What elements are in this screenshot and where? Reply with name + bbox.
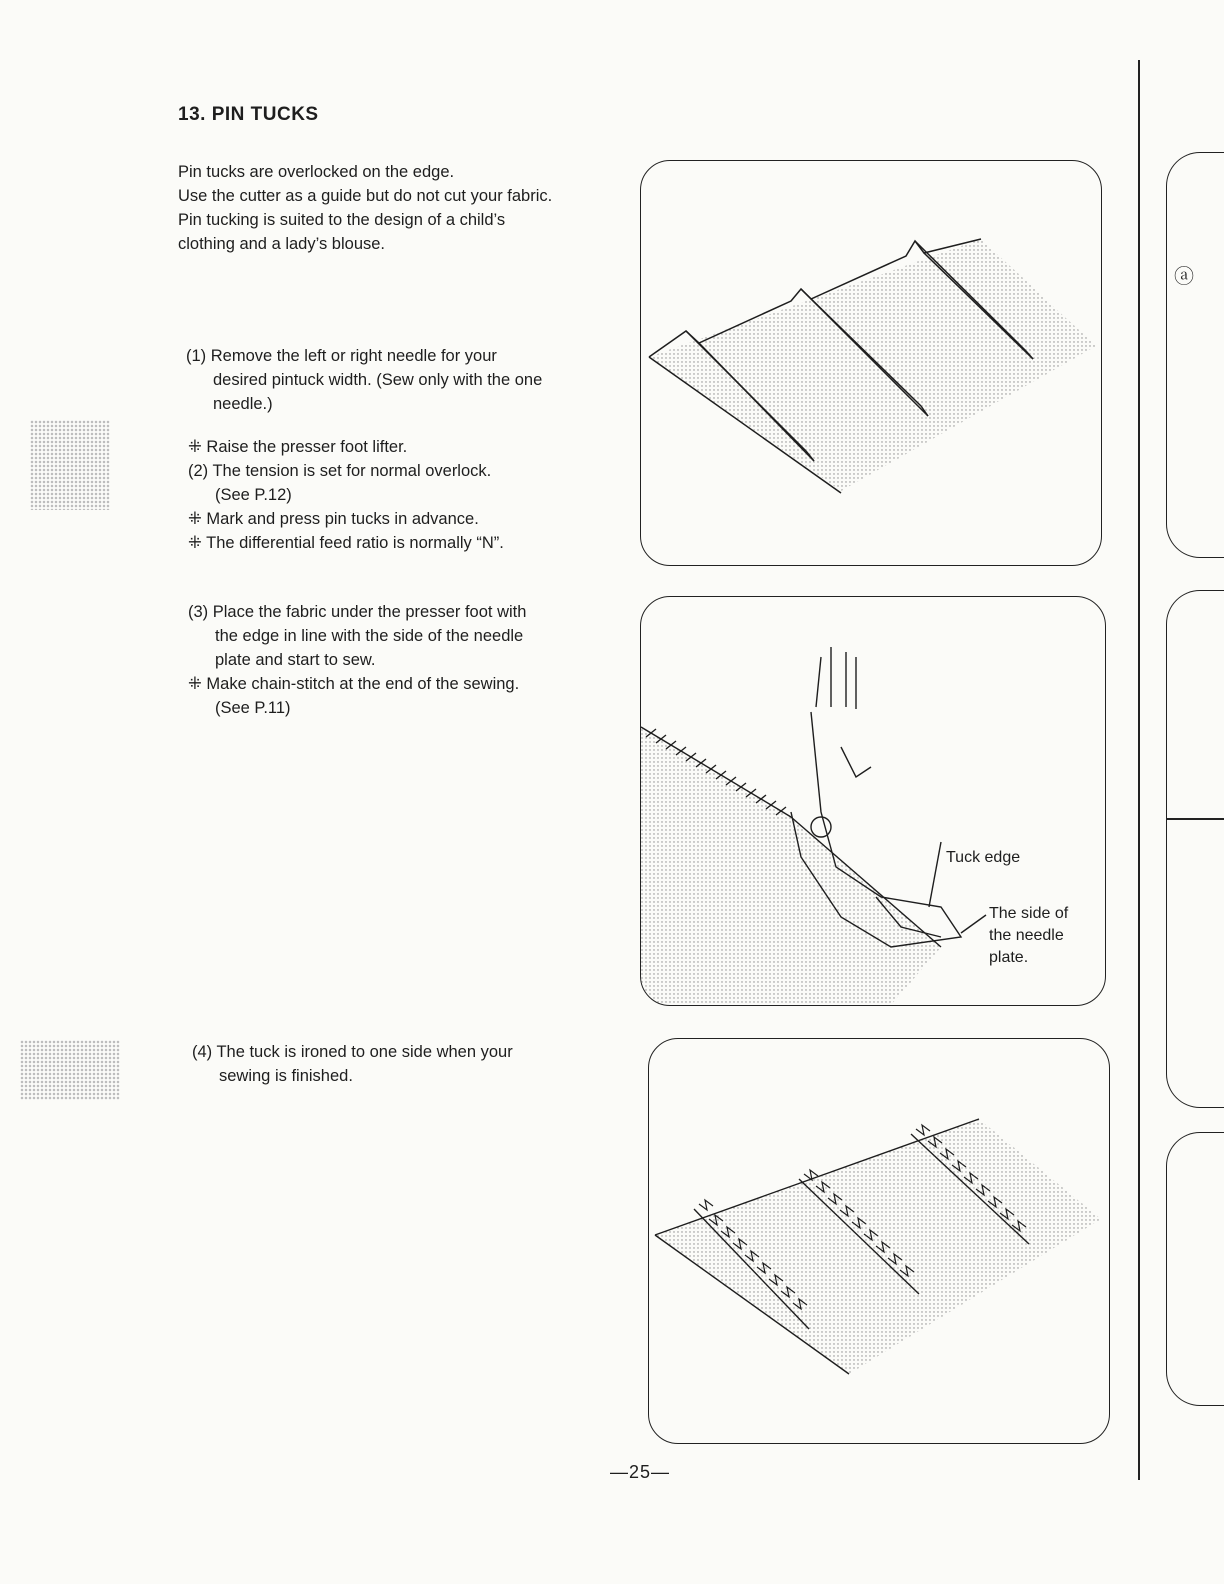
section-title: 13. PIN TUCKS xyxy=(178,104,319,125)
adjacent-page-box xyxy=(1166,1132,1224,1406)
step-line: needle.) xyxy=(213,395,273,413)
adjacent-page-box xyxy=(1166,152,1224,558)
step-line: desired pintuck width. (Sew only with the one xyxy=(213,371,543,389)
note-diff: ⁜ The differential feed ratio is normally “N”. xyxy=(188,534,504,552)
intro-line: Use the cutter as a guide but do not cut your fabric. xyxy=(178,187,553,205)
note-chain: (See P.11) xyxy=(215,699,291,717)
label-line: plate. xyxy=(989,949,1029,966)
step-line: the edge in line with the side of the needle xyxy=(215,627,524,645)
margin-marker: ⓐ xyxy=(1174,266,1194,288)
note-chain: ⁜ Make chain-stitch at the end of the sewing. xyxy=(188,675,520,693)
step-2-line: (See P.12) xyxy=(215,486,292,504)
step-2-line: (2) The tension is set for normal overlock. xyxy=(188,462,492,480)
figure-pleat-illustration xyxy=(640,160,1102,566)
step-line: (3) Place the fabric under the presser foot with xyxy=(188,603,527,621)
adjacent-page-rule xyxy=(1166,818,1224,820)
label-line: the needle xyxy=(989,927,1064,944)
pleated-fabric-drawing xyxy=(641,161,1101,565)
notes-block xyxy=(188,435,504,555)
intro-line: Pin tucking is suited to the design of a child’s xyxy=(178,211,506,229)
intro-line: Pin tucks are overlocked on the edge. xyxy=(178,163,455,181)
page-divider xyxy=(1138,60,1140,1480)
intro-paragraph xyxy=(178,160,552,256)
figure-finished-tucks xyxy=(648,1038,1110,1444)
adjacent-page-box xyxy=(1166,590,1224,1108)
scan-noise xyxy=(20,1040,120,1100)
note-mark: ⁜ Mark and press pin tucks in advance. xyxy=(188,510,479,528)
step-1 xyxy=(186,344,542,416)
note-raise: ⁜ Raise the presser foot lifter. xyxy=(188,438,408,456)
scan-noise xyxy=(30,420,110,510)
label-tuck-edge: Tuck edge xyxy=(946,849,1021,866)
step-4 xyxy=(192,1040,513,1088)
intro-line: clothing and a lady’s blouse. xyxy=(178,235,386,253)
figure-presser-foot xyxy=(640,596,1106,1006)
page-number: —25— xyxy=(609,1462,671,1482)
label-line: The side of xyxy=(989,905,1069,922)
step-line: sewing is finished. xyxy=(219,1067,353,1085)
step-line: plate and start to sew. xyxy=(215,651,376,669)
label-needle-plate xyxy=(989,903,1068,969)
finished-tucks-drawing xyxy=(649,1039,1109,1443)
step-3 xyxy=(188,600,526,720)
step-line: (1) Remove the left or right needle for your xyxy=(186,347,497,365)
step-line: (4) The tuck is ironed to one side when your xyxy=(192,1043,513,1061)
